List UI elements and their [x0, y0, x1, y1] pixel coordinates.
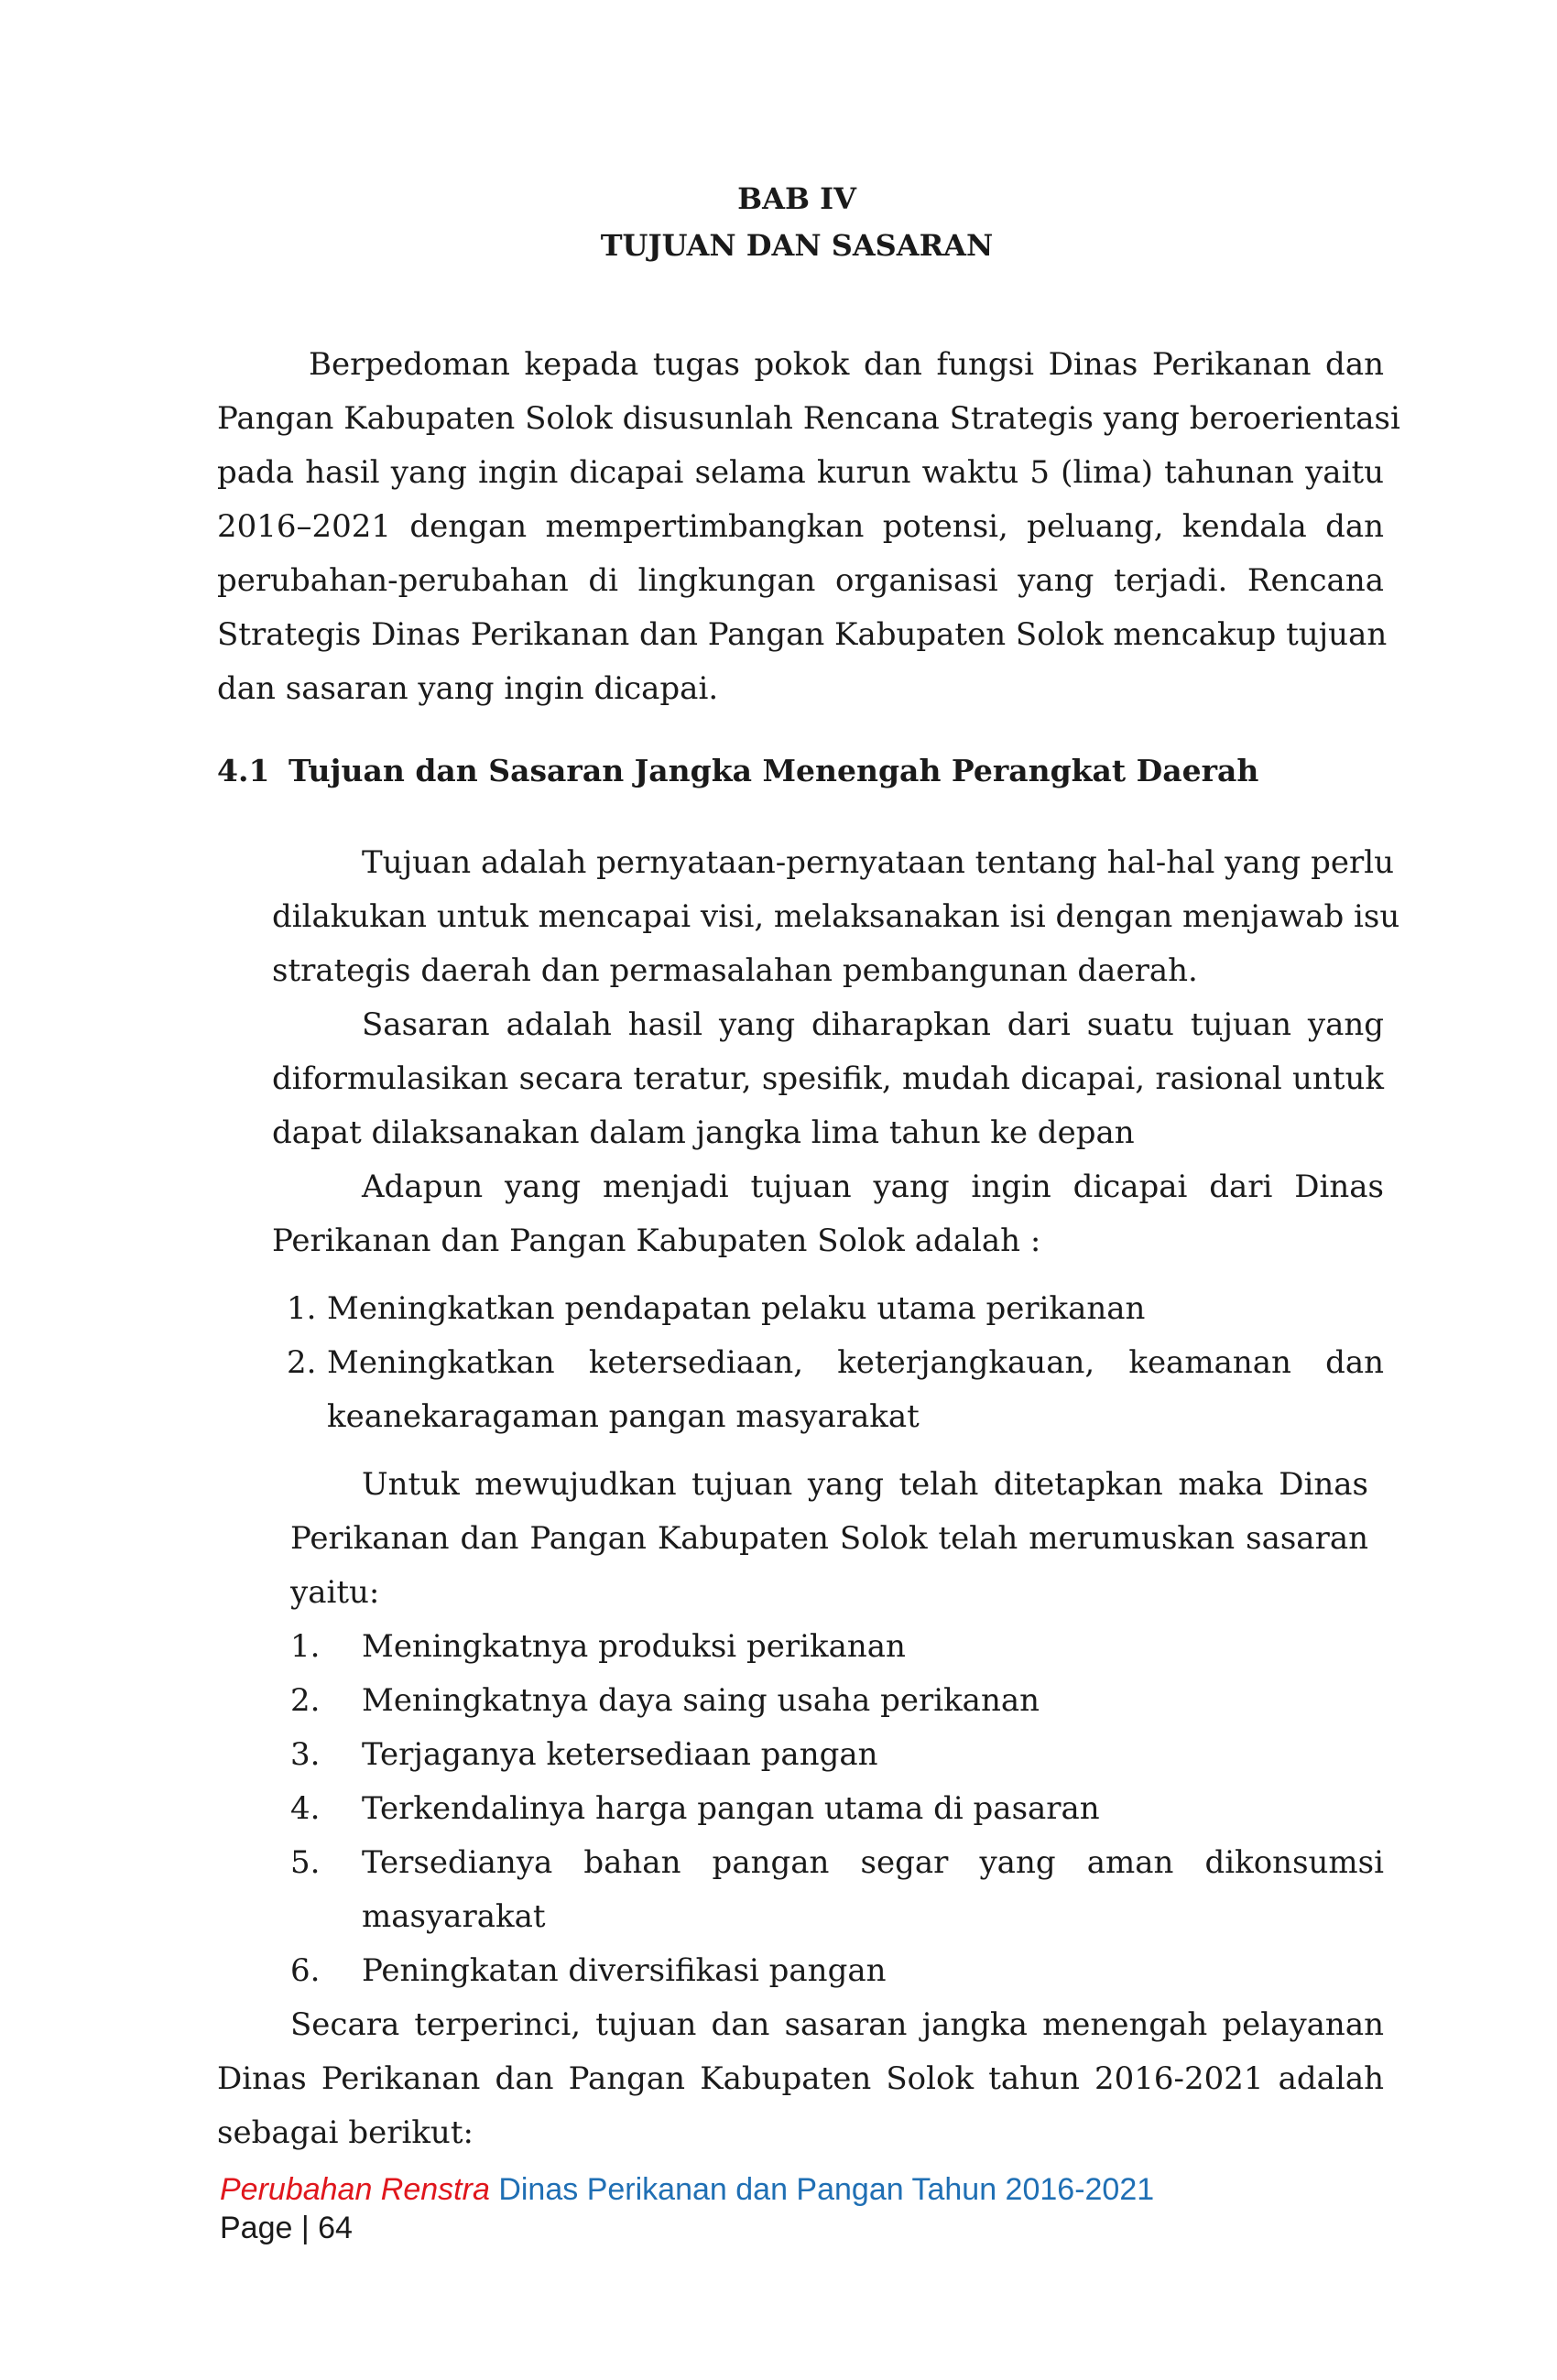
list-text: Peningkatan diversifikasi pangan [362, 1952, 887, 1989]
intro-paragraph [217, 338, 1400, 716]
sasaran-paragraph [272, 998, 1384, 1160]
text-line: Berpedoman kepada tugas pokok dan fungsi Dinas Perikanan dan [309, 346, 1384, 383]
section-title: Tujuan dan Sasaran Jangka Menengah Perangkat Daerah [289, 753, 1259, 788]
untuk-paragraph [290, 1458, 1368, 1620]
text-line: dilakukan untuk mencapai visi, melaksanakan isi dengan menjawab isu [272, 898, 1400, 935]
list-text: keanekaragaman pangan masyarakat [327, 1398, 920, 1435]
footer-blue-label: Dinas Perikanan dan Pangan Tahun 2016-2021 [498, 2172, 1155, 2207]
text-line: Secara terperinci, tujuan dan sasaran jangka menengah pelayanan [290, 2006, 1384, 2043]
text-line: strategis daerah dan permasalahan pembangunan daerah. [272, 952, 1198, 989]
text-line: Adapun yang menjadi tujuan yang ingin dicapai dari Dinas [362, 1168, 1384, 1205]
list-marker: 2. [287, 1344, 317, 1381]
list-marker: 2. [290, 1682, 321, 1719]
adapun-paragraph [272, 1160, 1384, 1268]
list-text: Meningkatnya daya saing usaha perikanan [362, 1682, 1040, 1719]
text-line: Untuk mewujudkan tujuan yang telah ditetapkan maka Dinas [362, 1466, 1368, 1503]
text-line: Pangan Kabupaten Solok disusunlah Rencana Strategis yang beroerientasi [217, 400, 1400, 437]
list-text: Meningkatkan pendapatan pelaku utama perikanan [327, 1290, 1146, 1327]
list-marker: 1. [287, 1290, 317, 1327]
section-heading [217, 753, 1258, 788]
text-line: sebagai berikut: [217, 2114, 474, 2151]
text-line: perubahan-perubahan di lingkungan organisasi yang terjadi. Rencana [217, 562, 1384, 599]
text-line: dan sasaran yang ingin dicapai. [217, 670, 719, 707]
list-marker: 5. [290, 1844, 321, 1881]
list-marker: 6. [290, 1952, 321, 1989]
text-line: Perikanan dan Pangan Kabupaten Solok adalah : [272, 1223, 1041, 1259]
text-line: Perikanan dan Pangan Kabupaten Solok telah merumuskan sasaran [290, 1520, 1368, 1557]
text-line: Sasaran adalah hasil yang diharapkan dari suatu tujuan yang [362, 1006, 1384, 1043]
footer-doc-title [220, 2172, 1154, 2208]
text-line: pada hasil yang ingin dicapai selama kurun waktu 5 (lima) tahunan yaitu [217, 454, 1384, 491]
text-line: Dinas Perikanan dan Pangan Kabupaten Solok tahun 2016-2021 adalah [217, 2060, 1384, 2097]
list-text: Meningkatkan ketersediaan, keterjangkauan, keamanan dan [327, 1344, 1384, 1381]
list-text: Meningkatnya produksi perikanan [362, 1628, 906, 1665]
tujuan-paragraph [272, 836, 1400, 998]
secara-paragraph [217, 1998, 1384, 2160]
footer-red-label: Perubahan Renstra [220, 2172, 490, 2207]
list-text: Terkendalinya harga pangan utama di pasaran [362, 1790, 1100, 1827]
text-line: diformulasikan secara teratur, spesifik, mudah dicapai, rasional untuk [272, 1060, 1384, 1097]
text-line: dapat dilaksanakan dalam jangka lima tahun ke depan [272, 1114, 1135, 1151]
list-text: Terjaganya ketersediaan pangan [362, 1736, 878, 1773]
list-marker: 4. [290, 1790, 321, 1827]
text-line: Tujuan adalah pernyataan-pernyataan tentang hal-hal yang perlu [362, 844, 1394, 881]
page-number: Page | 64 [220, 2211, 353, 2245]
list-marker: 1. [290, 1628, 321, 1665]
text-line: yaitu: [290, 1574, 380, 1611]
text-line: Strategis Dinas Perikanan dan Pangan Kabupaten Solok mencakup tujuan [217, 616, 1388, 653]
section-number: 4.1 [217, 753, 270, 788]
text-line: 2016–2021 dengan mempertimbangkan potensi, peluang, kendala dan [217, 508, 1384, 545]
list-text: masyarakat [362, 1898, 546, 1935]
list-marker: 3. [290, 1736, 321, 1773]
list-text: Tersedianya bahan pangan segar yang aman dikonsumsi [362, 1844, 1384, 1881]
chapter-title: TUJUAN DAN SASARAN [600, 228, 994, 263]
chapter-heading: BAB IV [737, 181, 856, 216]
